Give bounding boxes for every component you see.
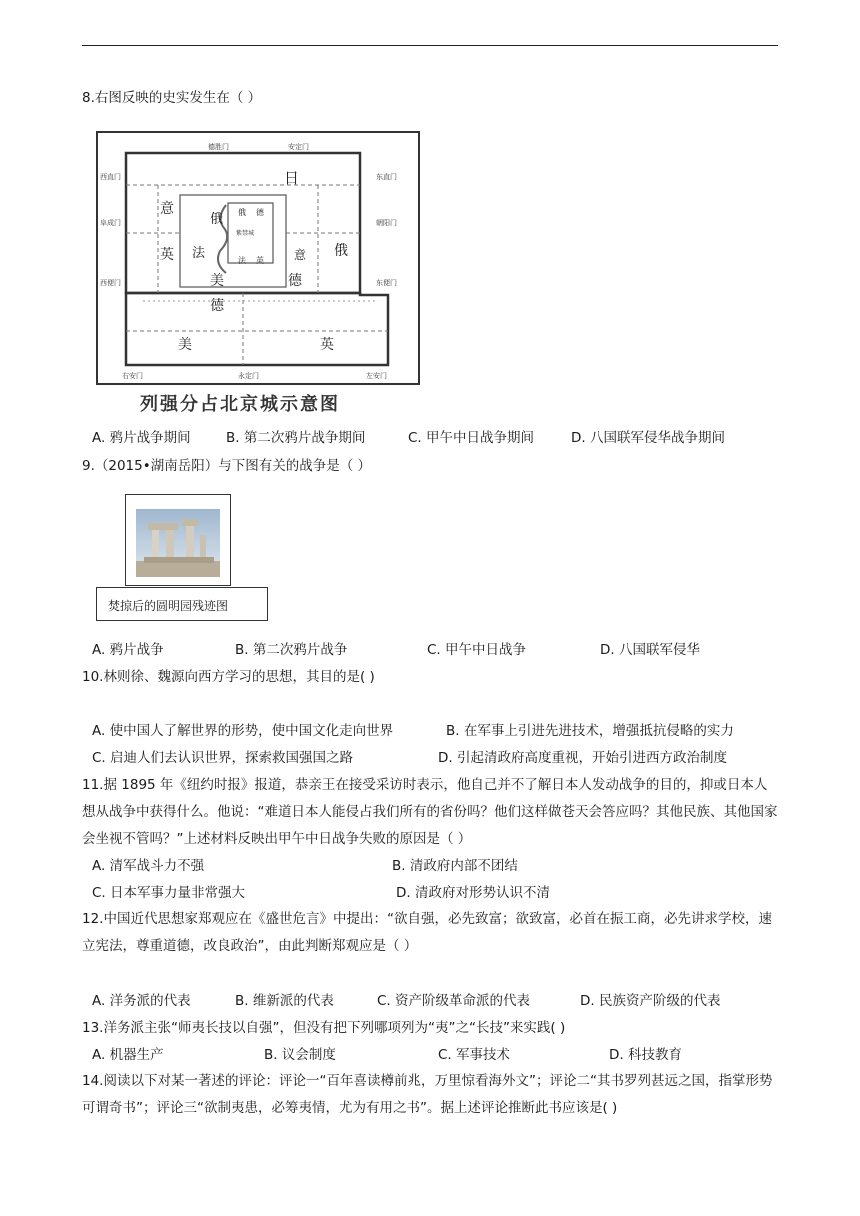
gate-dongbianmen: 东便门	[376, 279, 397, 287]
q8-option-a[interactable]: A. 鸦片战争期间	[92, 430, 191, 446]
gate-yongdingmen: 永定门	[238, 372, 259, 380]
q10-option-b[interactable]: B. 在军事上引进先进技术，增强抵抗侵略的实力	[446, 723, 734, 739]
power-e-small: 俄	[238, 208, 246, 217]
gate-andingmen: 安定门	[288, 143, 309, 151]
gate-fuchengmen: 阜成门	[100, 219, 121, 227]
q10-option-a[interactable]: A. 使中国人了解世界的形势，使中国文化走向世界	[92, 723, 394, 739]
power-ying-2: 英	[320, 337, 334, 353]
question-11-stem: 11.据 1895 年《纽约时报》报道，恭亲王在接受采访时表示，他自己并不了解日本人发动战争的目的，抑或日本人想从战争中获得什么。他说：“难道日本人能侵占我们所有的省份吗？他们这样做苍天会答应吗？其他民族、其他国家会坐视不管吗？”上述材料反映出甲午中日战争失败的原因是（ ）	[82, 777, 778, 847]
power-ying-1: 英	[160, 247, 174, 263]
q13-option-b[interactable]: B. 议会制度	[264, 1047, 336, 1063]
q12-option-a[interactable]: A. 洋务派的代表	[92, 993, 191, 1009]
power-ri: 日	[284, 169, 300, 187]
q9-option-d[interactable]: D. 八国联军侵华	[600, 642, 700, 658]
question-10-stem: 10.林则徐、魏源向西方学习的思想，其目的是( )	[82, 669, 375, 685]
photo-caption: 焚掠后的圆明园残迹图	[108, 599, 229, 613]
gate-youanmen: 右安门	[122, 372, 143, 380]
question-8-stem: 8.右图反映的史实发生在（ ）	[82, 90, 262, 106]
gate-zuoanmen: 左安门	[366, 372, 387, 380]
q13-option-a[interactable]: A. 机器生产	[92, 1047, 164, 1063]
question-14-stem: 14.阅读以下对某一著述的评论：评论一“百年喜读樽前兆，万里惊看海外文”；评论二“其书罗列甚远之国，指掌形势可谓奇书”；评论三“欲制夷患，必筹夷情，尤为有用之书”。据上述评论推断此书应该是( )	[82, 1073, 773, 1116]
q8-option-d[interactable]: D. 八国联军侵华战争期间	[571, 430, 725, 446]
header-rule	[82, 45, 778, 46]
map-caption: 列强分占北京城示意图	[140, 394, 340, 415]
q12-option-b[interactable]: B. 维新派的代表	[235, 993, 334, 1009]
q12-option-d[interactable]: D. 民族资产阶级的代表	[580, 993, 721, 1009]
power-fa-small: 法	[238, 256, 246, 265]
q11-option-d[interactable]: D. 清政府对形势认识不清	[396, 885, 550, 901]
power-e-1: 俄	[210, 212, 224, 227]
q13-option-c[interactable]: C. 军事技术	[438, 1047, 511, 1063]
q11-option-c[interactable]: C. 日本军事力量非常强大	[92, 885, 246, 901]
power-de-1: 德	[288, 273, 302, 289]
forbidden-city-label: 紫禁城	[236, 230, 255, 237]
power-fa: 法	[192, 246, 206, 261]
q11-option-b[interactable]: B. 清政府内部不团结	[392, 858, 518, 874]
gate-xibianmen: 西便门	[100, 279, 121, 287]
q11-option-a[interactable]: A. 清军战斗力不强	[92, 858, 205, 874]
beijing-map	[96, 131, 420, 385]
power-yi-2: 意	[294, 248, 307, 262]
question-9-stem: 9.（2015•湖南岳阳）与下图有关的战争是（ ）	[82, 458, 371, 474]
power-de-2: 德	[210, 298, 224, 314]
q10-option-d[interactable]: D. 引起清政府高度重视，开始引进西方政治制度	[438, 750, 727, 766]
power-ying-small: 英	[256, 256, 264, 265]
gate-xizhimen: 西直门	[100, 173, 121, 181]
q9-option-a[interactable]: A. 鸦片战争	[92, 642, 164, 658]
gate-deshengmen: 德胜门	[208, 143, 229, 151]
power-de-small: 德	[256, 208, 264, 217]
power-mei-2: 美	[178, 337, 192, 353]
q12-option-c[interactable]: C. 资产阶级革命派的代表	[377, 993, 531, 1009]
q9-option-c[interactable]: C. 甲午中日战争	[427, 642, 527, 658]
power-mei-1: 美	[210, 273, 224, 289]
power-e-2: 俄	[334, 243, 348, 259]
q8-option-b[interactable]: B. 第二次鸦片战争期间	[226, 430, 366, 446]
q9-option-b[interactable]: B. 第二次鸦片战争	[235, 642, 348, 658]
gate-dongzhimen: 东直门	[376, 173, 397, 181]
question-13-stem: 13.洋务派主张“师夷长技以自强”，但没有把下列哪项列为“夷”之“长技”来实践( )	[82, 1020, 566, 1036]
q8-option-c[interactable]: C. 甲午中日战争期间	[408, 430, 535, 446]
gate-chaoyangmen: 朝阳门	[376, 219, 397, 227]
q10-option-c[interactable]: C. 启迪人们去认识世界，探索救国强国之路	[92, 750, 354, 766]
q13-option-d[interactable]: D. 科技教育	[609, 1047, 682, 1063]
question-12-stem: 12.中国近代思想家郑观应在《盛世危言》中提出：“欲自强，必先致富；欲致富，必首在振工商，必先讲求学校，速立宪法，尊重道德，改良政治”，由此判断郑观应是（ ）	[82, 911, 772, 954]
power-yi-1: 意	[160, 201, 174, 217]
yuanmingyuan-photo	[125, 494, 231, 586]
